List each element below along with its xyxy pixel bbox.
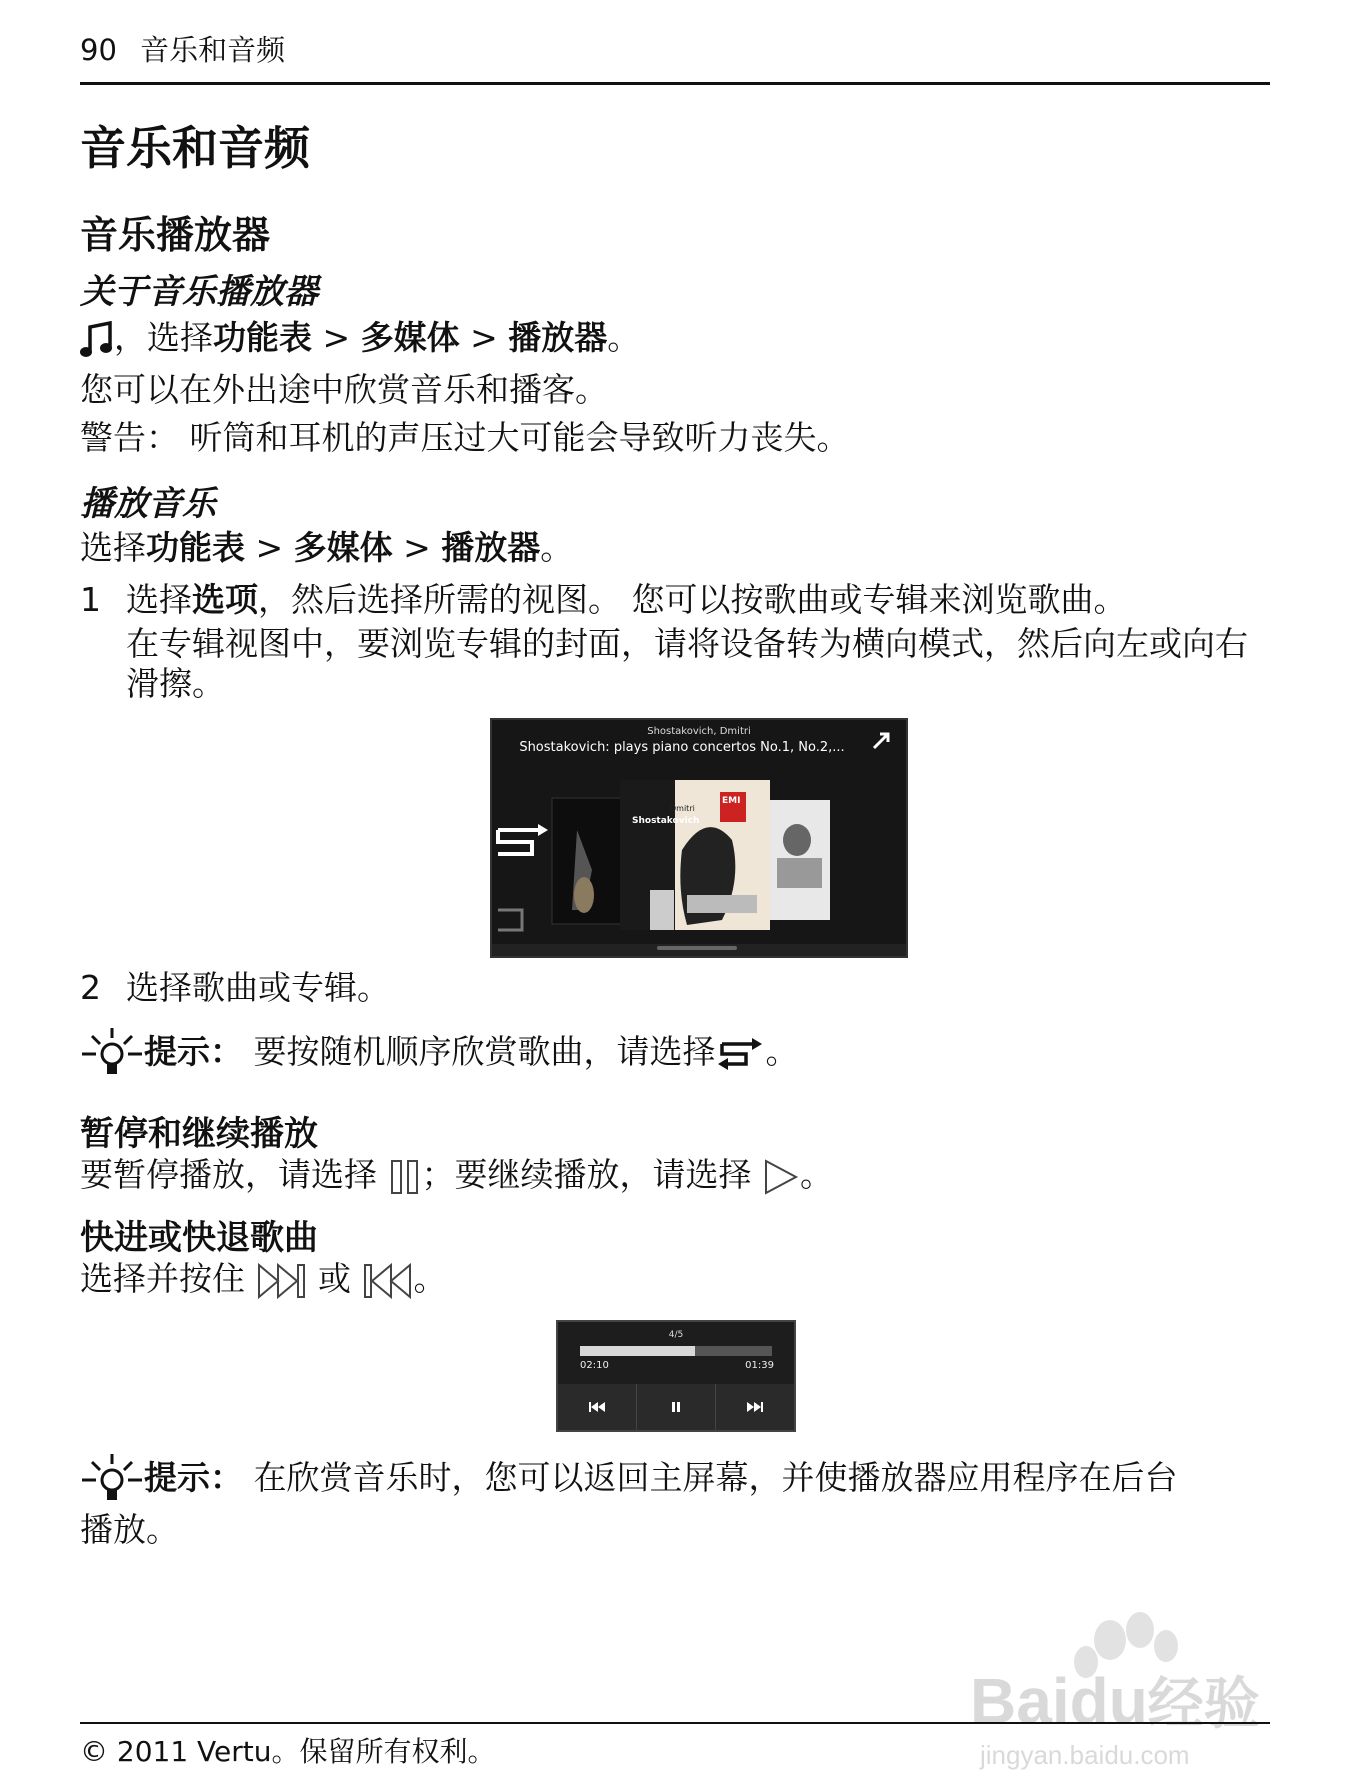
next-button[interactable] — [716, 1384, 794, 1430]
track-counter: 4/5 — [668, 1330, 684, 1340]
copyright: © 2011 Vertu。保留所有权利。 — [80, 1735, 496, 1768]
album-view-screenshot — [490, 718, 908, 958]
artist-name: Shostakovich, Dmitri — [647, 726, 751, 737]
seek-text: 选择并按住 或 。 — [80, 1254, 446, 1304]
previous-button[interactable] — [558, 1384, 637, 1430]
cover-label: EMI — [722, 796, 741, 806]
album-title: Shostakovich: plays piano concertos No.1, No.2,... — [519, 740, 845, 755]
footer-rule — [80, 1722, 1270, 1724]
step-number: 2 — [80, 968, 101, 1007]
play-heading: 播放音乐 — [80, 484, 216, 524]
step-1-continuation: 在专辑视图中，要浏览专辑的封面，请将设备转为横向模式，然后向左或向右滑擦。 — [126, 624, 1248, 703]
player-controls-screenshot — [556, 1320, 796, 1432]
menu-link: 功能表 — [213, 318, 312, 357]
step-2: 2 选择歌曲或专辑。 — [80, 966, 680, 1010]
lightbulb-icon — [80, 1452, 144, 1508]
hearing-warning: 警告： 听筒和耳机的声压过大可能会导致听力丧失。 — [80, 418, 850, 457]
tip-background-cont: 播放。 — [80, 1510, 179, 1549]
about-path: ，选择功能表 > 多媒体 > 播放器。 — [80, 316, 640, 360]
progress-fill — [580, 1346, 695, 1356]
about-description: 您可以在外出途中欣赏音乐和播客。 — [80, 370, 608, 409]
elapsed-time: 02:10 — [580, 1360, 609, 1371]
about-heading: 关于音乐播放器 — [80, 272, 318, 312]
pause-icon — [388, 1157, 422, 1197]
progress-bar[interactable] — [580, 1346, 772, 1356]
cover-name-last: Shostakovich — [632, 816, 700, 826]
cover-name-first: Dmitri — [670, 804, 695, 813]
tip-shuffle: 提示： 要按随机顺序欣赏歌曲，请选择 。 — [80, 1024, 799, 1082]
pause-text: 要暂停播放，请选择 ；要继续播放，请选择 。 — [80, 1150, 833, 1200]
fast-forward-icon — [256, 1261, 308, 1301]
chapter-title: 音乐和音频 — [80, 121, 310, 175]
step-1: 1 选择选项，然后选择所需的视图。 您可以按歌曲或专辑来浏览歌曲。 — [80, 578, 1280, 622]
play-path: 选择功能表 > 多媒体 > 播放器。 — [80, 528, 574, 567]
shuffle-icon — [716, 1034, 766, 1074]
music-note-icon — [80, 321, 114, 359]
player-link: 播放器 — [508, 318, 608, 357]
remaining-time: 01:39 — [745, 1360, 774, 1371]
step-number: 1 — [80, 580, 101, 619]
previous-icon — [589, 1402, 605, 1412]
pause-icon-small — [672, 1402, 680, 1412]
lightbulb-icon — [80, 1026, 144, 1082]
page-number: 90 — [80, 33, 117, 67]
pause-button[interactable] — [637, 1384, 716, 1430]
tip-background: 提示： 在欣赏音乐时，您可以返回主屏幕，并使播放器应用程序在后台 — [80, 1450, 1280, 1508]
play-icon — [762, 1157, 800, 1197]
rewind-icon — [361, 1261, 413, 1301]
running-header — [80, 30, 1270, 85]
pause-heading: 暂停和继续播放 — [80, 1114, 318, 1154]
next-icon — [747, 1402, 763, 1412]
seek-heading: 快进或快退歌曲 — [80, 1218, 318, 1258]
running-header-title: 音乐和音频 — [140, 33, 286, 67]
section-title: 音乐播放器 — [80, 213, 271, 257]
baidu-watermark: Baidu经验 jingyan.baidu.com — [960, 1590, 1280, 1770]
multimedia-link: 多媒体 — [360, 318, 460, 357]
control-bar — [558, 1384, 794, 1430]
